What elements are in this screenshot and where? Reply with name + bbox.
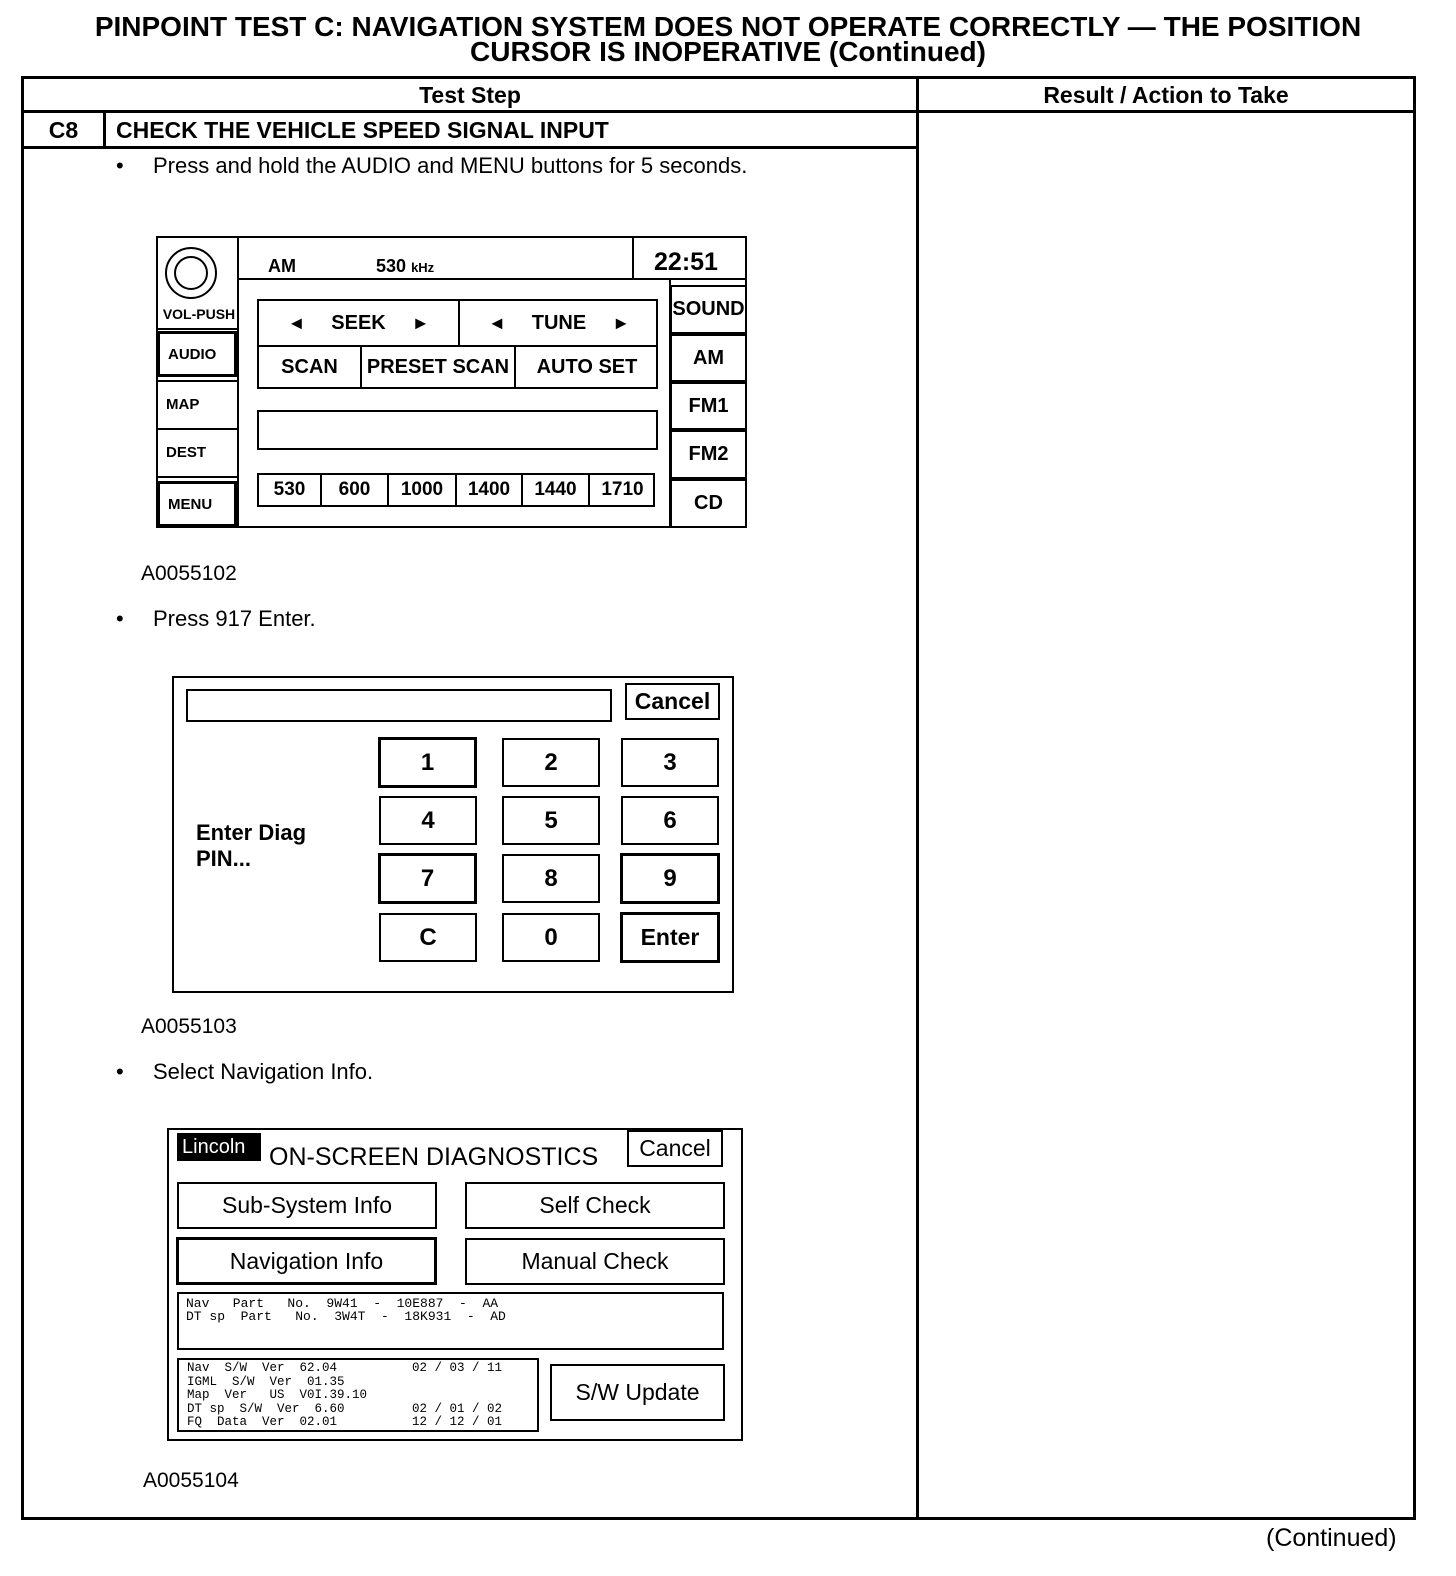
preset-button[interactable]: 1000: [400, 479, 444, 500]
header-test-step: Test Step: [419, 82, 521, 108]
preset-button[interactable]: 1400: [467, 479, 511, 500]
step-title: CHECK THE VEHICLE SPEED SIGNAL INPUT: [116, 117, 609, 143]
clock-display: 22:51: [654, 248, 718, 276]
software-version-panel: [177, 1358, 539, 1432]
figure-code: A0055103: [141, 1015, 237, 1038]
bullet-marker: •: [116, 1059, 124, 1084]
preset-button[interactable]: 530: [273, 479, 306, 500]
tune-right-arrow-icon: ►: [612, 312, 631, 333]
tune-left-arrow-icon: ◄: [487, 312, 506, 333]
preset-button[interactable]: 1710: [601, 479, 644, 500]
bullet-marker: •: [116, 153, 124, 178]
key-2[interactable]: 2: [502, 738, 600, 787]
navigation-info-button[interactable]: Navigation Info: [176, 1237, 437, 1285]
preset-button[interactable]: 600: [338, 479, 371, 500]
radio-text-display: [257, 410, 658, 450]
fm2-button[interactable]: FM2: [670, 430, 747, 479]
seek-left-arrow-icon: ◄: [287, 312, 306, 333]
diag-title: ON-SCREEN DIAGNOSTICS: [269, 1143, 599, 1171]
nav-part-number: Nav Part No. 9W41 - 10E887 - AA: [186, 1296, 499, 1311]
sub-system-info-button[interactable]: Sub-System Info: [177, 1182, 437, 1229]
lincoln-logo: Lincoln: [177, 1133, 261, 1161]
cancel-button[interactable]: Cancel: [625, 683, 720, 720]
figure-code: A0055102: [141, 562, 237, 585]
frequency-display: 530 kHz: [376, 256, 435, 276]
bullet-press-audio-menu: Press and hold the AUDIO and MENU buttons for 5 seconds.: [153, 153, 748, 178]
auto-set-button[interactable]: AUTO SET: [536, 356, 638, 378]
dest-button[interactable]: DEST: [166, 444, 207, 461]
key-1[interactable]: 1: [378, 737, 477, 788]
vol-push-label: VOL-PUSH: [162, 306, 236, 322]
key-4[interactable]: 4: [379, 796, 477, 845]
manual-check-button[interactable]: Manual Check: [465, 1238, 725, 1285]
seek-right-arrow-icon: ►: [411, 312, 430, 333]
part-number-panel: [177, 1292, 724, 1350]
page-title-line2: CURSOR IS INOPERATIVE (Continued): [470, 36, 986, 67]
sw-update-button[interactable]: S/W Update: [550, 1364, 725, 1421]
pin-entry-field[interactable]: [186, 689, 612, 722]
version-line: Nav S/W Ver 62.04 02 / 03 / 11: [187, 1361, 503, 1375]
bullet-marker: •: [116, 606, 124, 631]
key-8[interactable]: 8: [502, 854, 600, 903]
scan-button[interactable]: SCAN: [281, 356, 338, 378]
am-button[interactable]: AM: [670, 334, 747, 382]
continued-footer: (Continued): [1266, 1524, 1397, 1552]
audio-button[interactable]: AUDIO: [157, 331, 237, 377]
bullet-select-nav-info: Select Navigation Info.: [153, 1059, 374, 1084]
map-button[interactable]: MAP: [166, 396, 200, 413]
dtsp-part-number: DT sp Part No. 3W4T - 18K931 - AD: [186, 1309, 506, 1324]
key-7[interactable]: 7: [378, 853, 477, 904]
key-5[interactable]: 5: [502, 796, 600, 845]
tune-control[interactable]: ◄ TUNE ►: [487, 311, 631, 334]
menu-button[interactable]: MENU: [157, 481, 237, 527]
preset-scan-button[interactable]: PRESET SCAN: [366, 356, 510, 378]
figure-code: A0055104: [143, 1469, 239, 1492]
bullet-press-917-enter: Press 917 Enter.: [153, 606, 316, 631]
fm1-button[interactable]: FM1: [670, 382, 747, 430]
key-clear[interactable]: C: [379, 913, 477, 962]
version-line: IGML S/W Ver 01.35: [187, 1374, 345, 1389]
key-3[interactable]: 3: [621, 738, 719, 787]
self-check-button[interactable]: Self Check: [465, 1182, 725, 1229]
page-title-line1: PINPOINT TEST C: NAVIGATION SYSTEM DOES NOT OPERATE CORRECTLY — THE POSITION: [94, 11, 1362, 42]
volume-knob[interactable]: [165, 247, 217, 299]
band-display: AM: [268, 256, 296, 276]
version-line: DT sp S/W Ver 6.60 02 / 01 / 02: [187, 1401, 503, 1416]
cd-button[interactable]: CD: [670, 479, 747, 528]
sound-button[interactable]: SOUND: [670, 285, 747, 334]
key-enter[interactable]: Enter: [620, 912, 720, 963]
seek-control[interactable]: ◄ SEEK ►: [287, 311, 430, 334]
preset-button[interactable]: 1440: [534, 479, 577, 500]
diag-cancel-button[interactable]: Cancel: [627, 1130, 723, 1167]
pin-prompt: Enter Diag PIN...: [196, 820, 307, 871]
key-0[interactable]: 0: [502, 913, 600, 962]
header-result-action: Result / Action to Take: [1043, 82, 1289, 108]
key-6[interactable]: 6: [621, 796, 719, 845]
version-line: Map Ver US V0I.39.10: [187, 1388, 368, 1402]
key-9[interactable]: 9: [620, 853, 720, 904]
version-line: FQ Data Ver 02.01 12 / 12 / 01: [187, 1415, 503, 1429]
step-id: C8: [48, 117, 79, 143]
